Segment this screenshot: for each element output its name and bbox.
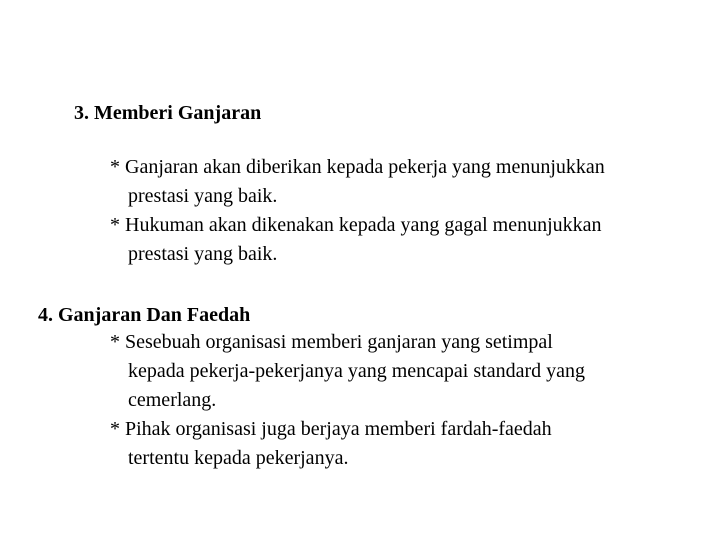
section-4-heading: 4. Ganjaran Dan Faedah <box>38 304 251 326</box>
bullet-line: * Hukuman akan dikenakan kepada yang gagal menunjukkan <box>110 214 602 236</box>
section-4-bullet-1 <box>110 328 585 415</box>
section-4-bullet-2 <box>110 415 552 473</box>
bullet-line-continued: tertentu kepada pekerjanya. <box>128 447 349 469</box>
bullet-line: * Ganjaran akan diberikan kepada pekerja yang menunjukkan <box>110 156 605 178</box>
bullet-line: * Pihak organisasi juga berjaya memberi fardah-faedah <box>110 418 552 440</box>
bullet-line-continued: prestasi yang baik. <box>128 243 278 265</box>
bullet-line-continued: kepada pekerja-pekerjanya yang mencapai standard yang <box>128 360 585 382</box>
bullet-line-continued: cemerlang. <box>128 389 217 411</box>
section-3-bullet-1 <box>110 153 605 211</box>
section-3-heading: 3. Memberi Ganjaran <box>74 102 262 124</box>
section-3-bullet-2 <box>110 211 602 269</box>
bullet-line-continued: prestasi yang baik. <box>128 185 278 207</box>
bullet-line: * Sesebuah organisasi memberi ganjaran yang setimpal <box>110 331 553 353</box>
